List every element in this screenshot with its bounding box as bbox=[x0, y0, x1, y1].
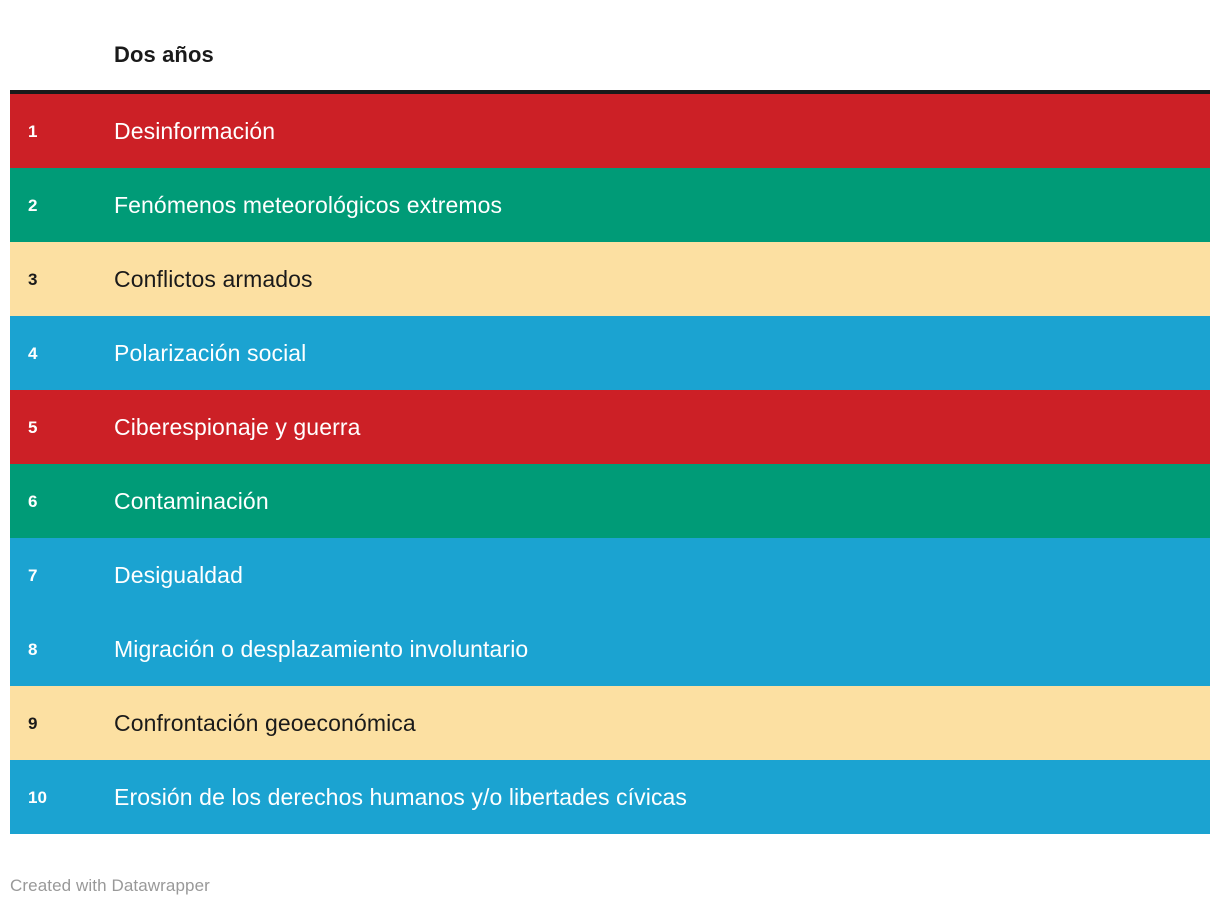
table-row bbox=[10, 316, 1210, 390]
table-rows bbox=[10, 94, 1210, 834]
row-label: Conflictos armados bbox=[114, 265, 313, 292]
table-row bbox=[10, 538, 1210, 612]
row-label: Fenómenos meteorológicos extremos bbox=[114, 191, 503, 218]
table-row bbox=[10, 612, 1210, 686]
table-row bbox=[10, 760, 1210, 834]
row-rank: 6 bbox=[28, 491, 38, 511]
row-rank: 2 bbox=[28, 195, 38, 215]
row-label: Desigualdad bbox=[114, 561, 243, 588]
row-rank: 4 bbox=[28, 343, 38, 363]
ranking-table bbox=[0, 90, 1220, 834]
row-rank: 8 bbox=[28, 639, 38, 659]
table-row bbox=[10, 168, 1210, 242]
row-label: Confrontación geoeconómica bbox=[114, 709, 416, 736]
row-rank: 9 bbox=[28, 713, 38, 733]
table-row bbox=[10, 242, 1210, 316]
row-label: Polarización social bbox=[114, 339, 307, 366]
row-label: Migración o desplazamiento involuntario bbox=[114, 635, 529, 662]
row-label: Desinformación bbox=[114, 117, 276, 144]
datawrapper-credit: Created with Datawrapper bbox=[10, 876, 210, 895]
table-row bbox=[10, 464, 1210, 538]
column-header-title: Dos años bbox=[114, 42, 214, 67]
table-row bbox=[10, 686, 1210, 760]
chart-header bbox=[0, 0, 1220, 68]
table-row bbox=[10, 390, 1210, 464]
table-row bbox=[10, 94, 1210, 168]
row-label: Erosión de los derechos humanos y/o libertades cívicas bbox=[114, 783, 688, 810]
row-rank: 3 bbox=[28, 269, 38, 289]
row-rank: 1 bbox=[28, 121, 38, 141]
row-rank: 5 bbox=[28, 417, 38, 437]
row-label: Contaminación bbox=[114, 487, 269, 514]
row-rank: 7 bbox=[28, 565, 38, 585]
row-label: Ciberespionaje y guerra bbox=[114, 413, 361, 440]
row-rank: 10 bbox=[28, 787, 47, 807]
